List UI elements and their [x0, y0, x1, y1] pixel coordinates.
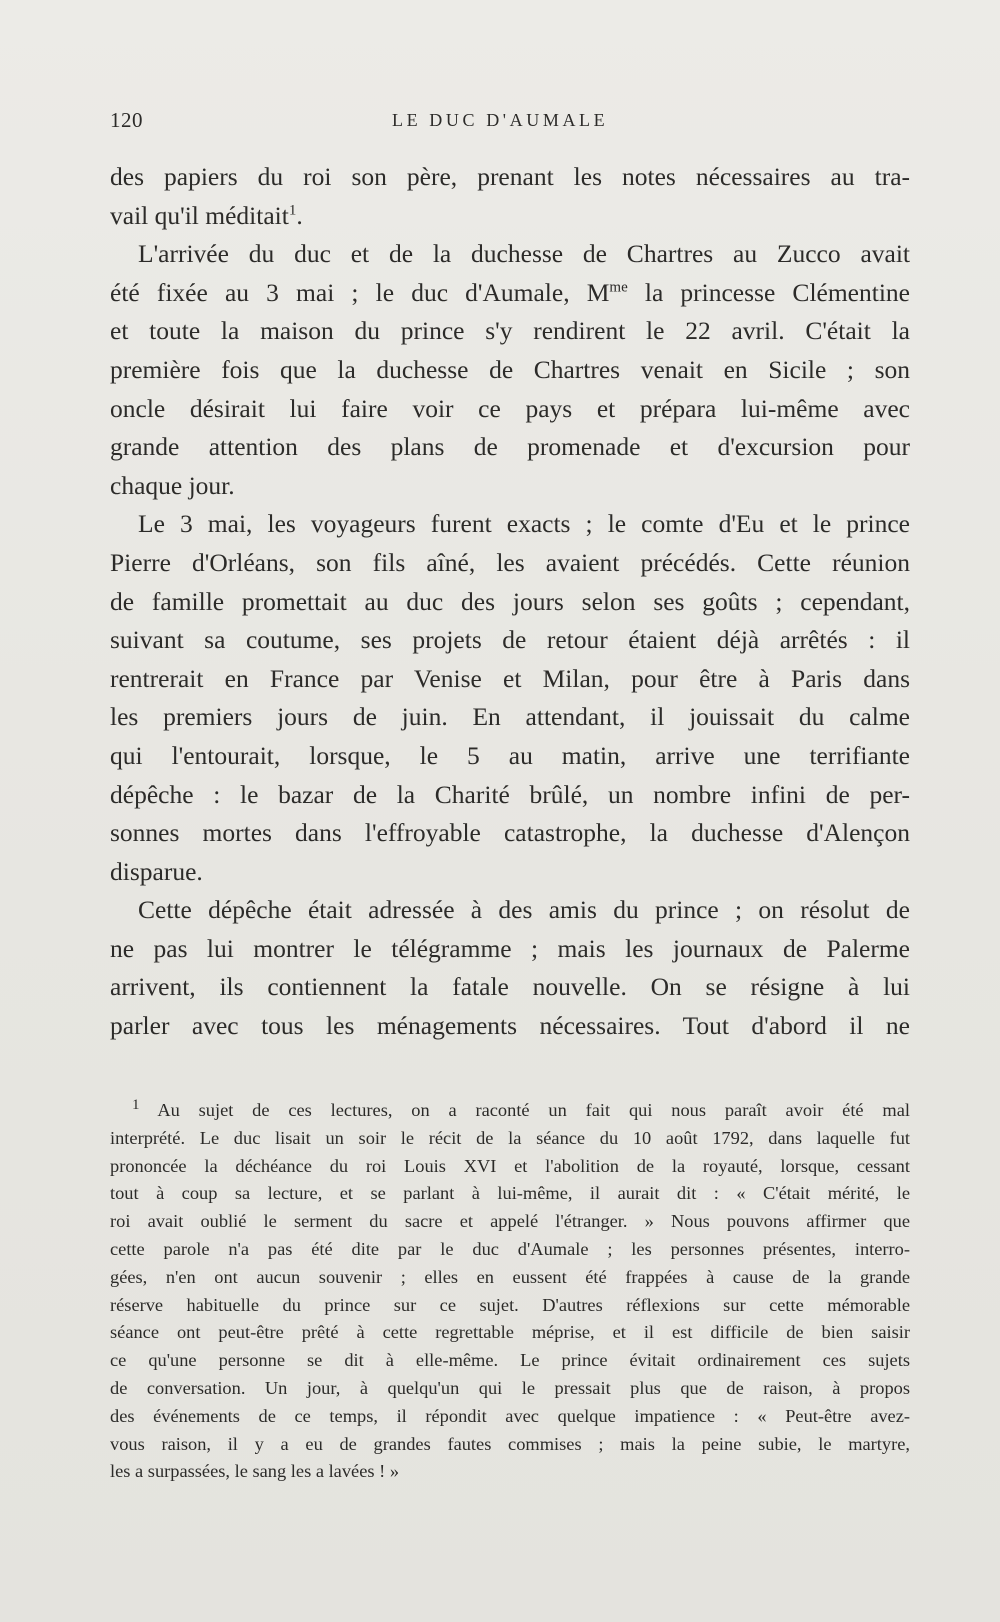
footnote-line: [110, 1097, 910, 1125]
text-line: [110, 197, 910, 236]
text-segment: été fixée au 3 mai ; le duc d'Aumale, M: [110, 277, 610, 307]
footnote-line: de conversation. Un jour, à quelqu'un qui le pressait plus que de raison, à propos: [110, 1377, 910, 1398]
footnote-line: tout à coup sa lecture, et se parlant à lui-même, il aurait dit : « C'était mérité, le: [110, 1183, 910, 1204]
text-line: grande attention des plans de promenade et d'excursion pour: [110, 432, 910, 462]
text-line: L'arrivée du duc et de la duchesse de Chartres au Zucco avait: [138, 239, 910, 269]
text-line: parler avec tous les ménagements nécessaires. Tout d'abord il ne: [110, 1011, 910, 1041]
text-line: qui l'entourait, lorsque, le 5 au matin, arrive une terrifiante: [110, 740, 910, 770]
footnote-line: les a surpassées, le sang les a lavées ! »: [110, 1461, 400, 1482]
footnote-line: interprété. Le duc lisait un soir le récit de la séance du 10 août 1792, dans laquelle fut: [110, 1127, 910, 1148]
footnote-line: vous raison, il y a eu de grandes fautes commises ; mais la peine subie, le martyre,: [110, 1433, 910, 1454]
text-line: dépêche : le bazar de la Charité brûlé, un nombre infini de per-: [110, 779, 910, 809]
paragraph: [110, 891, 910, 1045]
footnote-ref: 1: [288, 202, 297, 219]
text-line: de famille promettait au duc des jours selon ses goûts ; cependant,: [110, 586, 910, 616]
text-segment: .: [296, 200, 303, 230]
text-line: Le 3 mai, les voyageurs furent exacts ; le comte d'Eu et le prince: [138, 509, 910, 539]
footnote-line: ce qu'une personne se dit à elle-même. Le prince évitait ordinairement ces sujets: [110, 1350, 910, 1371]
text-line: première fois que la duchesse de Chartres venait en Sicile ; son: [110, 354, 910, 384]
footnote-line: gées, n'en ont aucun souvenir ; elles en eussent été frappées à cause de la grande: [110, 1266, 910, 1287]
text-segment: vail qu'il méditait: [110, 200, 289, 230]
footnote-line: des événements de ce temps, il répondit avec quelque impatience : « Peut-être avez-: [110, 1405, 910, 1426]
running-title: LE DUC D'AUMALE: [392, 110, 609, 130]
footnote-line: séance ont peut-être prêté à cette regrettable méprise, et il est difficile de bien saisir: [110, 1322, 910, 1343]
text-line: rentrerait en France par Venise et Milan, pour être à Paris dans: [110, 663, 910, 693]
text-line: arrivent, ils contiennent la fatale nouvelle. On se résigne à lui: [110, 972, 910, 1002]
footnotes: [110, 1097, 910, 1486]
text-line: sonnes mortes dans l'effroyable catastrophe, la duchesse d'Alençon: [110, 818, 910, 848]
footnote-line: réserve habituelle du prince sur ce sujet. D'autres réflexions sur cette mémorable: [110, 1294, 910, 1315]
text-line: ne pas lui montrer le télégramme ; mais les journaux de Palerme: [110, 933, 910, 963]
superscript: me: [609, 279, 628, 296]
text-line: Pierre d'Orléans, son fils aîné, les avaient précédés. Cette réunion: [110, 547, 910, 577]
footnote-line: cette parole n'a pas été dite par le duc d'Aumale ; les personnes présentes, interro-: [110, 1238, 910, 1259]
body-text: [110, 158, 910, 1046]
text-line: suivant sa coutume, ses projets de retour étaient déjà arrêtés : il: [110, 625, 910, 655]
paragraph: [110, 158, 910, 505]
text-line: Cette dépêche était adressée à des amis du prince ; on résolut de: [138, 895, 910, 925]
text-line: des papiers du roi son père, prenant les notes nécessaires au tra-: [110, 162, 910, 191]
text-line: les premiers jours de juin. En attendant, il jouissait du calme: [110, 702, 910, 732]
text-line: [110, 274, 910, 313]
text-line: chaque jour.: [110, 470, 235, 500]
text-line: et toute la maison du prince s'y rendirent le 22 avril. C'était la: [110, 316, 910, 346]
footnote-line: prononcée la déchéance du roi Louis XVI et l'abolition de la royauté, lorsque, cessant: [110, 1155, 910, 1176]
text-line: disparue.: [110, 856, 203, 886]
text-line: oncle désirait lui faire voir ce pays et prépara lui-même avec: [110, 393, 910, 423]
footnote-line: roi avait oublié le serment du sacre et appelé l'étranger. » Nous pouvons affirmer que: [110, 1211, 910, 1232]
running-head: [110, 108, 910, 140]
paragraph: [110, 505, 910, 891]
text-segment: Au sujet de ces lectures, on a raconté un fait qui nous paraît avoir été mal: [157, 1100, 910, 1120]
page-number: 120: [110, 108, 143, 132]
footnote-marker: 1: [132, 1096, 140, 1113]
text-segment: la princesse Clémentine: [627, 277, 910, 307]
